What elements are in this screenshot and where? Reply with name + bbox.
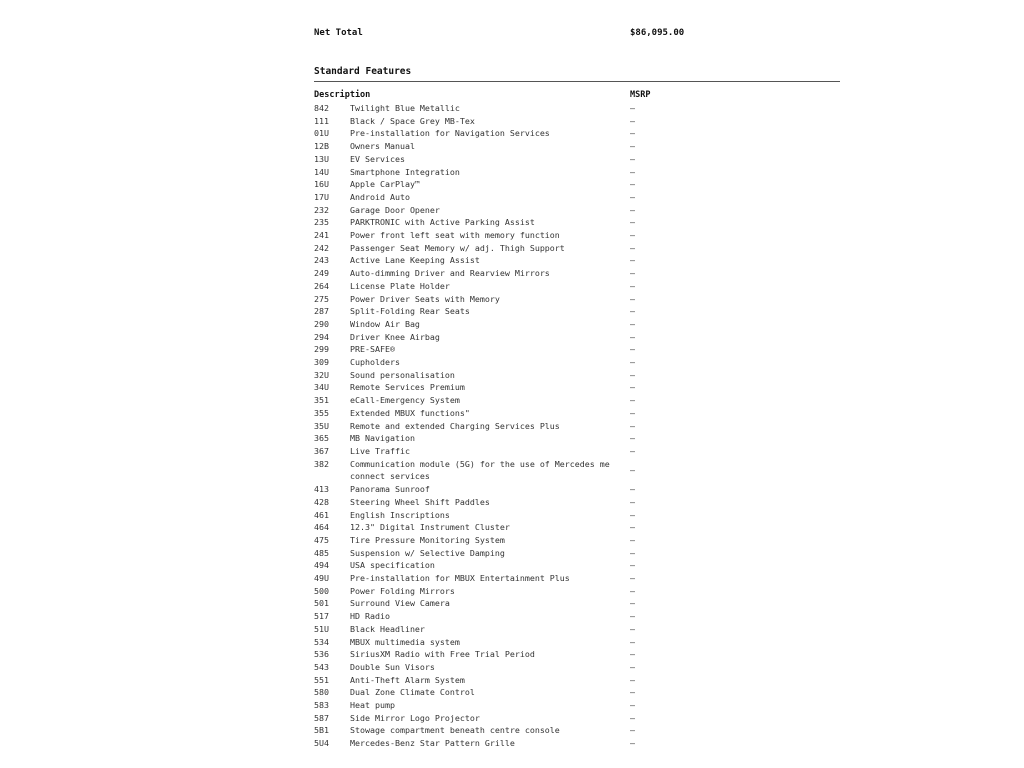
table-row	[314, 674, 840, 687]
feature-msrp: —	[630, 382, 635, 393]
feature-description: Dual Zone Climate Control	[350, 687, 475, 698]
table-row	[314, 420, 840, 433]
table-row	[314, 534, 840, 547]
table-row	[314, 204, 840, 217]
feature-description: Twilight Blue Metallic	[350, 103, 460, 113]
feature-description: Apple CarPlay™	[350, 179, 420, 190]
table-row	[314, 585, 840, 598]
feature-code: 287	[314, 306, 329, 317]
feature-code: 543	[314, 661, 329, 672]
feature-code: 464	[314, 522, 329, 533]
feature-description: SiriusXM Radio with Free Trial Period	[350, 649, 535, 660]
feature-msrp: —	[630, 700, 635, 711]
feature-msrp: —	[630, 522, 635, 533]
feature-code: 232	[314, 204, 329, 215]
feature-msrp: —	[630, 191, 635, 202]
feature-description: Mercedes-Benz Star Pattern Grille	[350, 738, 515, 749]
table-row	[314, 636, 840, 649]
table-row	[314, 343, 840, 356]
feature-code: 494	[314, 560, 329, 571]
table-row	[314, 153, 840, 166]
feature-code: 365	[314, 433, 329, 444]
feature-code: 501	[314, 598, 329, 609]
feature-code: 49U	[314, 573, 329, 584]
feature-msrp: —	[630, 217, 635, 228]
feature-description: Heat pump	[350, 700, 395, 711]
table-body	[314, 102, 840, 750]
feature-msrp: —	[630, 636, 635, 647]
table-header	[314, 90, 840, 102]
feature-code: 275	[314, 293, 329, 304]
table-row	[314, 102, 840, 115]
net-total-row	[314, 28, 840, 40]
table-row	[314, 331, 840, 344]
table-row	[314, 356, 840, 369]
feature-code: 583	[314, 700, 329, 711]
table-row	[314, 458, 840, 483]
feature-code: 14U	[314, 166, 329, 177]
feature-description: Remote and extended Charging Services Plus	[350, 420, 560, 431]
feature-code: 5U4	[314, 738, 329, 749]
feature-description: Panorama Sunroof	[350, 484, 430, 495]
feature-msrp: —	[630, 433, 635, 444]
feature-code: 413	[314, 484, 329, 495]
feature-code: 51U	[314, 623, 329, 634]
feature-code: 367	[314, 445, 329, 456]
feature-description: Passenger Seat Memory w/ adj. Thigh Support	[350, 242, 565, 253]
feature-description: Owners Manual	[350, 141, 415, 152]
feature-code: 351	[314, 395, 329, 406]
feature-code: 580	[314, 687, 329, 698]
feature-msrp: —	[630, 318, 635, 329]
table-row	[314, 496, 840, 509]
feature-msrp: —	[630, 331, 635, 342]
feature-code: 243	[314, 255, 329, 266]
feature-msrp: —	[630, 585, 635, 596]
feature-msrp: —	[630, 179, 635, 190]
table-row	[314, 737, 840, 750]
table-row	[314, 407, 840, 420]
feature-msrp: —	[630, 115, 635, 126]
feature-msrp: —	[630, 344, 635, 355]
feature-msrp: —	[630, 420, 635, 431]
feature-description: Pre-installation for MBUX Entertainment Plus	[350, 573, 570, 584]
feature-description: USA specification	[350, 560, 435, 571]
feature-description: Anti-Theft Alarm System	[350, 674, 465, 685]
table-row	[314, 191, 840, 204]
feature-code: 534	[314, 636, 329, 647]
table-row	[314, 445, 840, 458]
feature-msrp: —	[630, 357, 635, 368]
feature-code: 355	[314, 407, 329, 418]
table-row	[314, 724, 840, 737]
table-row	[314, 610, 840, 623]
feature-code: 111	[314, 115, 329, 126]
feature-code: 299	[314, 344, 329, 355]
feature-description: Black Headliner	[350, 623, 425, 634]
feature-description: Active Lane Keeping Assist	[350, 255, 480, 266]
feature-description: Android Auto	[350, 191, 410, 202]
feature-msrp: —	[630, 534, 635, 545]
feature-description: Smartphone Integration	[350, 166, 460, 177]
feature-code: 294	[314, 331, 329, 342]
feature-msrp: —	[630, 598, 635, 609]
table-row	[314, 280, 840, 293]
feature-msrp: —	[630, 484, 635, 495]
feature-code: 35U	[314, 420, 329, 431]
table-row	[314, 483, 840, 496]
feature-code: 32U	[314, 369, 329, 380]
feature-code: 842	[314, 103, 329, 113]
feature-msrp: —	[630, 661, 635, 672]
table-row	[314, 318, 840, 331]
feature-msrp: —	[630, 725, 635, 736]
feature-description: HD Radio	[350, 611, 390, 622]
feature-msrp: —	[630, 547, 635, 558]
net-total-value: $86,095.00	[630, 28, 685, 38]
feature-code: 290	[314, 318, 329, 329]
feature-msrp: —	[630, 445, 635, 456]
feature-description: Pre-installation for Navigation Services	[350, 128, 550, 139]
feature-msrp: —	[630, 103, 635, 113]
standard-features-table	[314, 90, 840, 750]
table-row	[314, 254, 840, 267]
feature-description: Steering Wheel Shift Paddles	[350, 496, 490, 507]
feature-msrp: —	[630, 712, 635, 723]
table-row	[314, 699, 840, 712]
feature-description: Auto-dimming Driver and Rearview Mirrors	[350, 268, 550, 279]
feature-description: Tire Pressure Monitoring System	[350, 534, 505, 545]
table-row	[314, 623, 840, 636]
table-row	[314, 166, 840, 179]
feature-code: 13U	[314, 153, 329, 164]
feature-msrp: —	[630, 560, 635, 571]
table-row	[314, 509, 840, 522]
table-row	[314, 369, 840, 382]
feature-code: 5B1	[314, 725, 329, 736]
feature-code: 235	[314, 217, 329, 228]
net-total-label: Net Total	[314, 28, 363, 38]
feature-description: License Plate Holder	[350, 280, 450, 291]
feature-msrp: —	[630, 674, 635, 685]
table-row	[314, 432, 840, 445]
feature-description: eCall-Emergency System	[350, 395, 460, 406]
feature-description: Communication module (5G) for the use of Mercedes me connect services	[350, 458, 610, 482]
feature-msrp: —	[630, 369, 635, 380]
feature-description: 12.3" Digital Instrument Cluster	[350, 522, 510, 533]
feature-code: 551	[314, 674, 329, 685]
feature-description: Window Air Bag	[350, 318, 420, 329]
table-row	[314, 242, 840, 255]
table-row	[314, 229, 840, 242]
column-header-msrp: MSRP	[630, 90, 651, 100]
feature-code: 461	[314, 509, 329, 520]
feature-msrp: —	[630, 395, 635, 406]
feature-code: 242	[314, 242, 329, 253]
table-row	[314, 661, 840, 674]
feature-description: Split-Folding Rear Seats	[350, 306, 470, 317]
feature-description: Garage Door Opener	[350, 204, 440, 215]
feature-code: 249	[314, 268, 329, 279]
feature-code: 309	[314, 357, 329, 368]
feature-description: EV Services	[350, 153, 405, 164]
table-row	[314, 547, 840, 560]
feature-code: 241	[314, 230, 329, 241]
feature-description: Double Sun Visors	[350, 661, 435, 672]
feature-description: Power front left seat with memory function	[350, 230, 560, 241]
feature-description: Sound personalisation	[350, 369, 455, 380]
feature-code: 517	[314, 611, 329, 622]
feature-code: 428	[314, 496, 329, 507]
feature-msrp: —	[630, 280, 635, 291]
column-header-description: Description	[314, 90, 371, 100]
feature-description: Suspension w/ Selective Damping	[350, 547, 505, 558]
feature-msrp: —	[630, 128, 635, 139]
feature-description: Remote Services Premium	[350, 382, 465, 393]
feature-description: Black / Space Grey MB-Tex	[350, 115, 475, 126]
section-title-standard-features: Standard Features	[314, 66, 412, 77]
feature-code: 500	[314, 585, 329, 596]
feature-msrp: —	[630, 242, 635, 253]
feature-code: 17U	[314, 191, 329, 202]
table-row	[314, 572, 840, 585]
feature-msrp: —	[630, 230, 635, 241]
feature-msrp: —	[630, 496, 635, 507]
feature-code: 382	[314, 458, 329, 469]
table-row	[314, 293, 840, 306]
feature-code: 12B	[314, 141, 329, 152]
feature-msrp: —	[630, 306, 635, 317]
table-row	[314, 216, 840, 229]
table-row	[314, 597, 840, 610]
feature-code: 587	[314, 712, 329, 723]
feature-msrp: —	[630, 623, 635, 634]
feature-description: Stowage compartment beneath centre console	[350, 725, 560, 736]
feature-code: 536	[314, 649, 329, 660]
feature-description: Driver Knee Airbag	[350, 331, 440, 342]
feature-msrp: —	[630, 687, 635, 698]
feature-description: Power Folding Mirrors	[350, 585, 455, 596]
table-row	[314, 267, 840, 280]
table-row	[314, 305, 840, 318]
feature-description: PARKTRONIC with Active Parking Assist	[350, 217, 535, 228]
feature-msrp: —	[630, 573, 635, 584]
feature-msrp: —	[630, 204, 635, 215]
feature-code: 475	[314, 534, 329, 545]
table-row	[314, 686, 840, 699]
table-row	[314, 559, 840, 572]
feature-code: 264	[314, 280, 329, 291]
section-divider	[314, 81, 840, 82]
feature-description: Surround View Camera	[350, 598, 450, 609]
feature-msrp: —	[630, 153, 635, 164]
feature-code: 34U	[314, 382, 329, 393]
feature-code: 485	[314, 547, 329, 558]
feature-description: Extended MBUX functions"	[350, 407, 470, 418]
feature-msrp: —	[630, 166, 635, 177]
table-row	[314, 115, 840, 128]
feature-msrp: —	[630, 255, 635, 266]
feature-description: Power Driver Seats with Memory	[350, 293, 500, 304]
table-row	[314, 178, 840, 191]
feature-msrp: —	[630, 509, 635, 520]
table-row	[314, 712, 840, 725]
feature-description: English Inscriptions	[350, 509, 450, 520]
feature-description: MBUX multimedia system	[350, 636, 460, 647]
feature-description: PRE-SAFE®	[350, 344, 395, 355]
feature-description: MB Navigation	[350, 433, 415, 444]
feature-msrp: —	[630, 407, 635, 418]
table-row	[314, 140, 840, 153]
table-row	[314, 381, 840, 394]
feature-msrp: —	[630, 649, 635, 660]
feature-msrp: —	[630, 268, 635, 279]
feature-msrp: —	[630, 464, 635, 475]
feature-code: 16U	[314, 179, 329, 190]
feature-description: Cupholders	[350, 357, 400, 368]
feature-msrp: —	[630, 141, 635, 152]
table-row	[314, 394, 840, 407]
feature-msrp: —	[630, 611, 635, 622]
table-row	[314, 648, 840, 661]
feature-code: 01U	[314, 128, 329, 139]
feature-description: Live Traffic	[350, 445, 410, 456]
table-row	[314, 521, 840, 534]
feature-description: Side Mirror Logo Projector	[350, 712, 480, 723]
table-row	[314, 127, 840, 140]
feature-msrp: —	[630, 738, 635, 749]
feature-msrp: —	[630, 293, 635, 304]
